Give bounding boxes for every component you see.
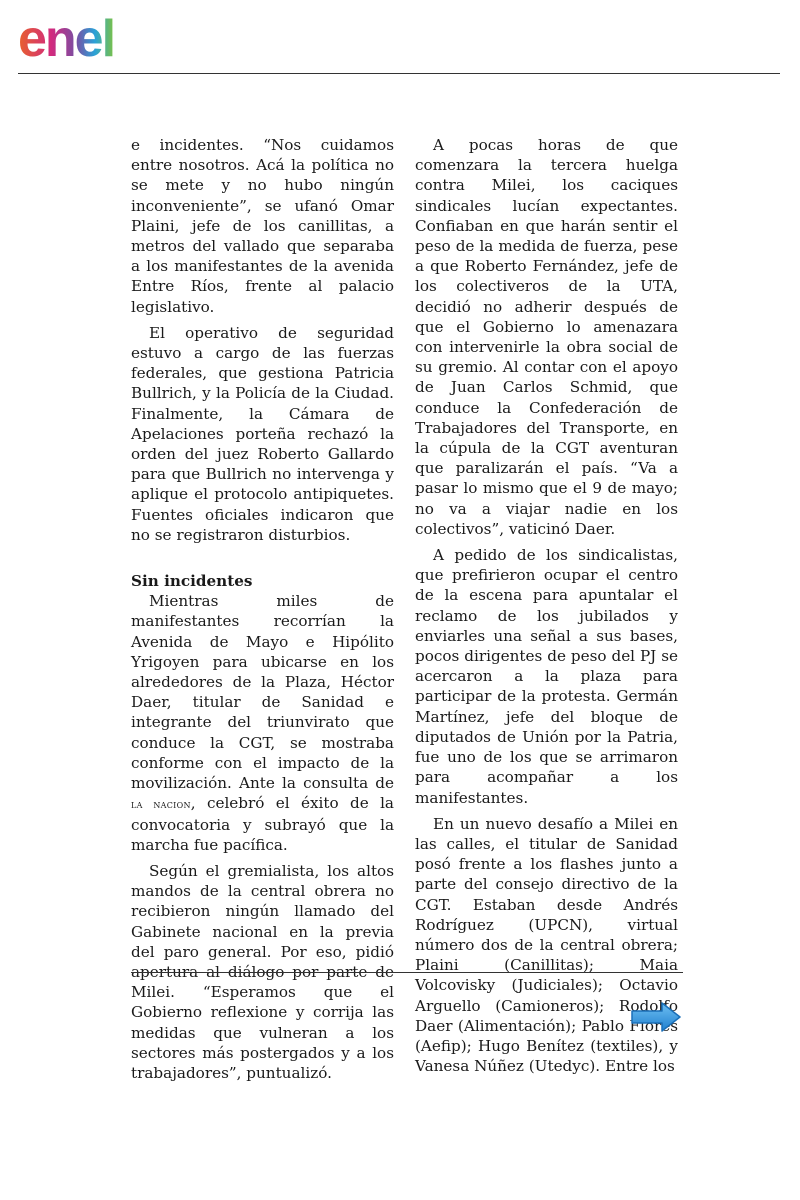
article-column-left bbox=[131, 135, 394, 1089]
paragraph: A pedido de los sindicalistas, que prefirieron ocupar el centro de la escena para apuntalar el reclamo de los jubilados y enviarles una señal a sus bases, pocos dirigentes de peso del PJ se acercaron a la plaza para participar de la protesta. Germán Martínez, jefe del bloque de diputados de Unión por la Patria, fue uno de los que se arrimaron para acompañar a los manifestantes. bbox=[415, 546, 678, 807]
enel-logo bbox=[18, 10, 178, 68]
header-divider bbox=[18, 73, 780, 74]
paragraph: El operativo de seguridad estuvo a cargo de las fuerzas federales, que gestiona Patricia Bullrich, y la Policía de la Ciudad. Finalmente, la Cámara de Apelaciones porteña rechazó la orden del juez Roberto Gallardo para que Bullrich no intervenga y aplique el protocolo antipiquetes. Fuentes oficiales indicaron que no se registraron disturbios. bbox=[131, 323, 394, 544]
next-page-button[interactable] bbox=[630, 1001, 682, 1033]
article-body bbox=[131, 135, 681, 1082]
subheading: Sin incidentes bbox=[131, 572, 253, 591]
footer-divider bbox=[131, 972, 683, 973]
right-arrow-icon bbox=[630, 1001, 682, 1033]
paragraph: A pocas horas de que comenzara la tercera huelga contra Milei, los caciques sindicales lucían expectantes. Confiaban en que harán sentir el peso de la medida de fuerza, pese a que Roberto Fernández, jefe de los colectiveros de la UTA, decidió no adherir después de que el Gobierno lo amenazara con intervenirle la obra social de su gremio. Al contar con el apoyo de Juan Carlos Schmid, que conduce la Confederación de Trabajadores del Transporte, en la cúpula de la CGT aventuran que paralizarán el país. “Va a pasar lo mismo que el 9 de mayo; no va a viajar nadie en los colectivos”, vaticinó Daer. bbox=[415, 136, 678, 538]
paragraph-text: Mientras miles de manifestantes recorrían la Avenida de Mayo e Hipólito Yrigoyen para ubicarse en los alrededores de la Plaza, Héctor Daer, titular de Sanidad e integrante del triunvirato que conduce la CGT, se mostraba conforme con el impacto de la movilización. Ante la consulta de bbox=[131, 592, 394, 793]
enel-logo-text: enel bbox=[18, 10, 115, 68]
paragraph: Según el gremialista, los altos mandos de la central obrera no recibieron ningún llamado del Gabinete nacional en la previa del paro general. Por eso, pidió apertura al diálogo por parte de Milei. “Esperamos que el Gobierno reflexione y corrija las medidas que vulneran a los sectores más postergados y a los trabajadores”, puntualizó. bbox=[131, 861, 394, 1082]
paragraph: En un nuevo desafío a Milei en las calles, el titular de Sanidad posó frente a los flashes junto a parte del consejo directivo de la CGT. Estaban desde Andrés Rodríguez (UPCN), virtual número dos de la central obrera; Plaini (Canillitas); Maia Volcovisky (Judiciales); Octavio Arguello (Camioneros); Rodolfo Daer (Alimentación); Pablo Flores (Aefip); Hugo Benítez (textiles), y Vanesa Núñez (Utedyc). Entre los bbox=[415, 814, 678, 1076]
paragraph bbox=[131, 591, 394, 855]
paragraph-text: , celebró el éxito de la convocatoria y subrayó que la marcha fue pacífica. bbox=[131, 794, 394, 854]
newspaper-name: la nacion bbox=[131, 797, 191, 812]
paragraph: e incidentes. “Nos cuidamos entre nosotros. Acá la política no se mete y no hubo ningún inconveniente”, se ufanó Omar Plaini, jefe de los canillitas, a metros del vallado que separaba a los manifestantes de la avenida Entre Ríos, frente al palacio legislativo. bbox=[131, 136, 394, 316]
article-column-right bbox=[415, 135, 678, 1082]
